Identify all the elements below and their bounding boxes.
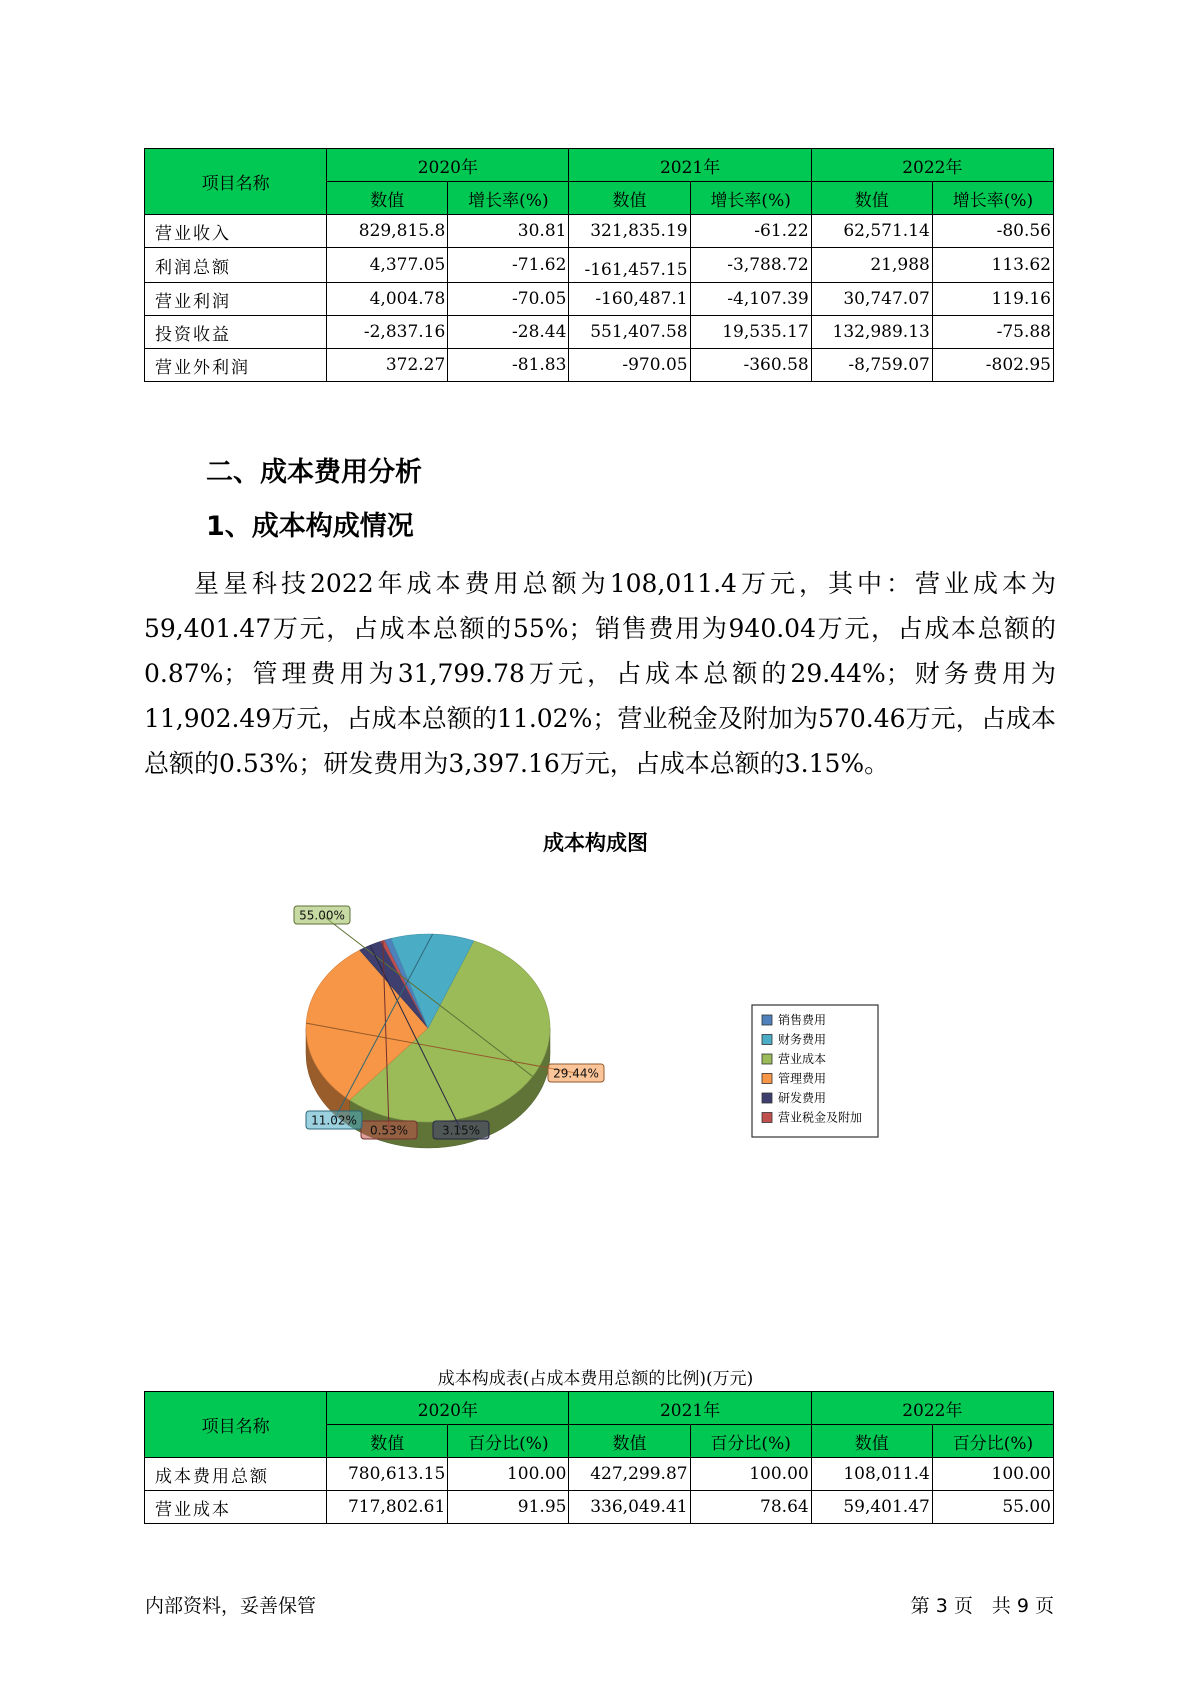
header-year: 2022年 xyxy=(811,149,1053,182)
cell: 551,407.58 xyxy=(569,316,690,349)
cell: 372.27 xyxy=(327,349,448,382)
legend-swatch xyxy=(762,1015,772,1025)
chart-title: 成本构成图 xyxy=(543,831,648,855)
header-percent: 百分比(%) xyxy=(448,1425,569,1458)
financial-summary-table xyxy=(144,148,1054,382)
header-value: 数值 xyxy=(327,182,448,215)
table-row xyxy=(145,1458,1054,1491)
row-name: 利润总额 xyxy=(145,248,327,283)
cell: -8,759.07 xyxy=(811,349,932,382)
cell: 780,613.15 xyxy=(327,1458,448,1491)
cell: 30.81 xyxy=(448,215,569,248)
header-growth: 增长率(%) xyxy=(932,182,1053,215)
cell: 59,401.47 xyxy=(811,1491,932,1524)
table-caption: 成本构成表(占成本费用总额的比例)(万元) xyxy=(437,1369,754,1389)
row-name: 营业外利润 xyxy=(145,349,327,382)
cell: -80.56 xyxy=(932,215,1053,248)
cell: 21,988 xyxy=(811,248,932,283)
cell: -28.44 xyxy=(448,316,569,349)
legend-entry: 管理费用 xyxy=(778,1071,827,1086)
legend-swatch xyxy=(762,1054,772,1064)
table-row xyxy=(145,248,1054,283)
header-value: 数值 xyxy=(811,1425,932,1458)
cell: 4,004.78 xyxy=(327,283,448,316)
table-row xyxy=(145,283,1054,316)
header-year: 2021年 xyxy=(569,149,811,182)
legend-entry: 财务费用 xyxy=(778,1032,827,1047)
row-name: 投资收益 xyxy=(145,316,327,349)
header-value: 数值 xyxy=(569,182,690,215)
cell: -71.62 xyxy=(448,248,569,283)
pie-data-label: 11.02% xyxy=(311,1113,357,1128)
cell: 62,571.14 xyxy=(811,215,932,248)
cell: 30,747.07 xyxy=(811,283,932,316)
legend-swatch xyxy=(762,1093,772,1103)
cell: 829,815.8 xyxy=(327,215,448,248)
legend-entry: 研发费用 xyxy=(778,1091,827,1105)
header-value: 数值 xyxy=(569,1425,690,1458)
cell: 100.00 xyxy=(690,1458,811,1491)
header-growth: 增长率(%) xyxy=(690,182,811,215)
cell: -4,107.39 xyxy=(690,283,811,316)
table-row xyxy=(145,349,1054,382)
cell: -81.83 xyxy=(448,349,569,382)
cell: -161,457.15 xyxy=(569,248,690,283)
table-row xyxy=(145,316,1054,349)
header-growth: 增长率(%) xyxy=(448,182,569,215)
cell: 132,989.13 xyxy=(811,316,932,349)
legend-swatch xyxy=(762,1074,772,1084)
cell: 78.64 xyxy=(690,1491,811,1524)
cell: -970.05 xyxy=(569,349,690,382)
cell: 100.00 xyxy=(932,1458,1053,1491)
cell: 91.95 xyxy=(448,1491,569,1524)
pie-data-label: 29.44% xyxy=(553,1066,599,1081)
pie-data-label: 55.00% xyxy=(299,908,345,923)
header-item-name: 项目名称 xyxy=(145,149,327,215)
cell: 321,835.19 xyxy=(569,215,690,248)
cell: -2,837.16 xyxy=(327,316,448,349)
cell: -61.22 xyxy=(690,215,811,248)
section-heading: 二、成本费用分析 xyxy=(206,457,422,488)
cell: 119.16 xyxy=(932,283,1053,316)
cell: 427,299.87 xyxy=(569,1458,690,1491)
cell: -75.88 xyxy=(932,316,1053,349)
cell: 100.00 xyxy=(448,1458,569,1491)
cell: 19,535.17 xyxy=(690,316,811,349)
header-year: 2020年 xyxy=(327,1392,569,1425)
legend-swatch xyxy=(762,1113,772,1123)
legend-entry: 销售费用 xyxy=(778,1013,827,1027)
footer-page-number: 第 3 页 共 9 页 xyxy=(910,1595,1054,1617)
header-percent: 百分比(%) xyxy=(690,1425,811,1458)
legend-entry: 营业成本 xyxy=(778,1052,827,1066)
cell: 336,049.41 xyxy=(569,1491,690,1524)
cost-composition-pie-chart xyxy=(0,880,1191,1180)
cell: -360.58 xyxy=(690,349,811,382)
row-name: 成本费用总额 xyxy=(145,1458,327,1491)
header-year: 2022年 xyxy=(811,1392,1053,1425)
header-value: 数值 xyxy=(811,182,932,215)
pie-data-label: 3.15% xyxy=(441,1123,481,1138)
table-row xyxy=(145,215,1054,248)
cell: -3,788.72 xyxy=(690,248,811,283)
cell: -70.05 xyxy=(448,283,569,316)
subsection-heading: 1、成本构成情况 xyxy=(206,511,414,542)
cell: -802.95 xyxy=(932,349,1053,382)
table-row xyxy=(145,1491,1054,1524)
row-name: 营业利润 xyxy=(145,283,327,316)
cost-composition-table xyxy=(144,1391,1054,1524)
cell: -160,487.1 xyxy=(569,283,690,316)
header-value: 数值 xyxy=(327,1425,448,1458)
header-item-name: 项目名称 xyxy=(145,1392,327,1458)
header-year: 2021年 xyxy=(569,1392,811,1425)
legend-entry: 营业税金及附加 xyxy=(778,1110,863,1125)
row-name: 营业收入 xyxy=(145,215,327,248)
cell: 717,802.61 xyxy=(327,1491,448,1524)
cell: 4,377.05 xyxy=(327,248,448,283)
analysis-paragraph: 星星科技2022年成本费用总额为108,011.4万元，其中：营业成本为59,401.47万元，占成本总额的55%；销售费用为940.04万元，占成本总额的0.87%；管理费用为31,799.78万元，占成本总额的29.44%；财务费用为11,902.49万元，占成本总额的11.02%；营业税金及附加为570.46万元，占成本总额的0.53%；研发费用为3,397.16万元，占成本总额的3.15%。 xyxy=(144,569,1056,778)
legend-swatch xyxy=(762,1035,772,1045)
cell: 108,011.4 xyxy=(811,1458,932,1491)
pie-data-label: 0.53% xyxy=(369,1123,409,1138)
header-year: 2020年 xyxy=(327,149,569,182)
footer-confidential-note: 内部资料，妥善保管 xyxy=(145,1595,317,1617)
cell: 55.00 xyxy=(932,1491,1053,1524)
header-percent: 百分比(%) xyxy=(932,1425,1053,1458)
row-name: 营业成本 xyxy=(145,1491,327,1524)
cell: 113.62 xyxy=(932,248,1053,283)
